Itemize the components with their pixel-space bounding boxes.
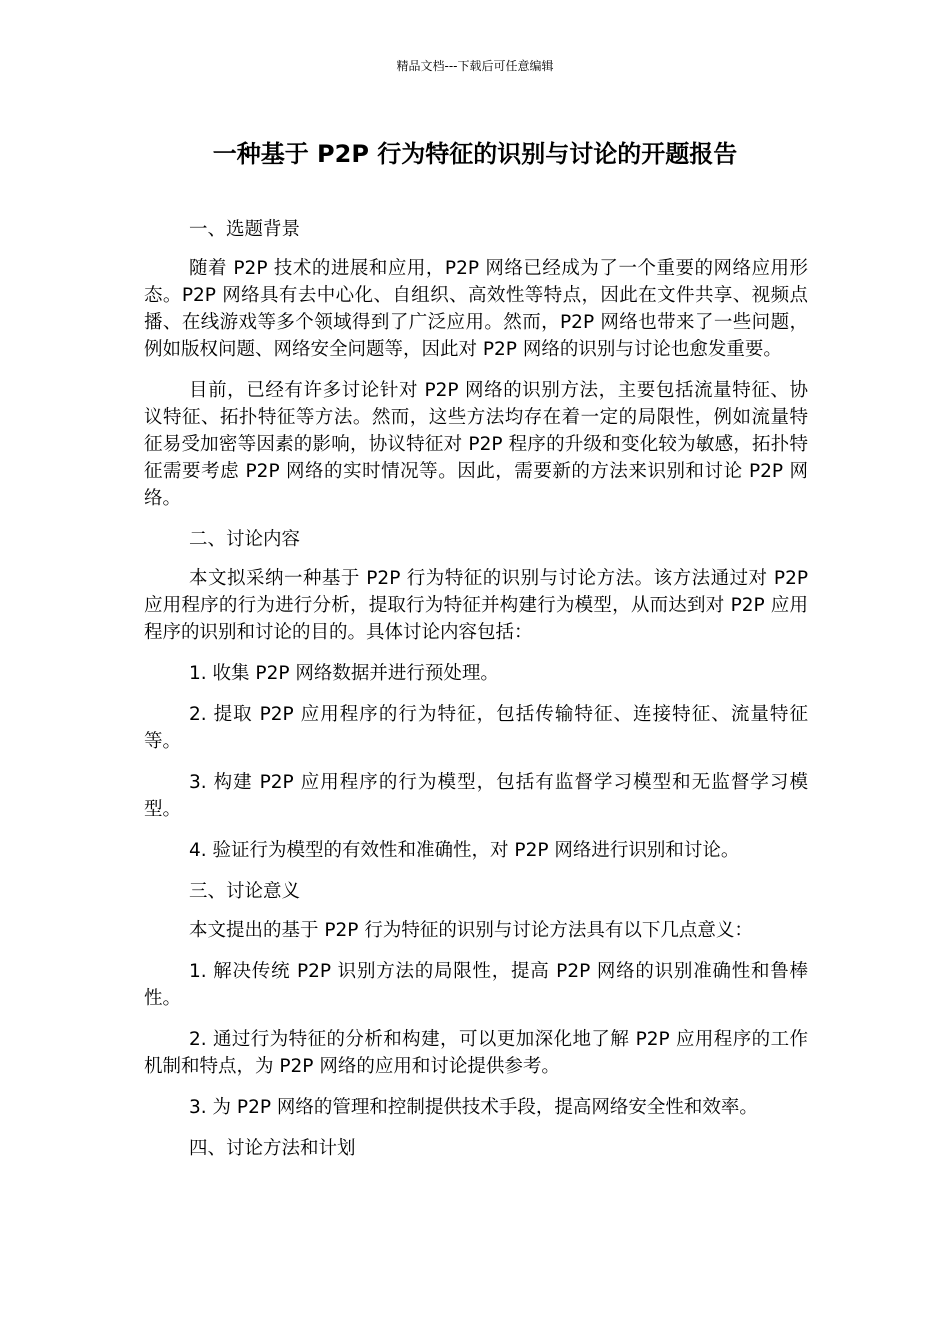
list-item-content-3: 3. 构建 P2P 应用程序的行为模型，包括有监督学习模型和无监督学习模型。 (144, 772, 808, 820)
list-item-significance-2: 2. 通过行为特征的分析和构建，可以更加深化地了解 P2P 应用程序的工作机制和特点，为 P2P 网络的应用和讨论提供参考。 (144, 1029, 808, 1077)
list-item-content-1: 1. 收集 P2P 网络数据并进行预处理。 (189, 663, 499, 684)
paragraph-significance-intro: 本文提出的基于 P2P 行为特征的识别与讨论方法具有以下几点意义： (189, 920, 753, 941)
document-title: 一种基于 P2P 行为特征的识别与讨论的开题报告 (212, 140, 738, 168)
list-item-significance-1: 1. 解决传统 P2P 识别方法的局限性，提高 P2P 网络的识别准确性和鲁棒性。 (144, 961, 808, 1009)
section-heading-methods: 四、讨论方法和计划 (189, 1138, 356, 1159)
paragraph-background-2: 目前，已经有许多讨论针对 P2P 网络的识别方法，主要包括流量特征、协议特征、拓扑特征等方法。然而，这些方法均存在着一定的局限性，例如流量特征易受加密等因素的影响，协议特征对 P2P 程序的升级和变化较为敏感，拓扑特征需要考虑 P2P 网络的实时情况等。因此，需要新的方法来识别和讨论 P2P 网络。 (144, 380, 808, 509)
page-header: 精品文档---下载后可任意编辑 (396, 59, 554, 73)
section-heading-background: 一、选题背景 (189, 219, 301, 240)
document-body (144, 216, 808, 1174)
paragraph-content-intro: 本文拟采纳一种基于 P2P 行为特征的识别与讨论方法。该方法通过对 P2P 应用程序的行为进行分析，提取行为特征并构建行为模型，从而达到对 P2P 应用程序的识别和讨论的目的。具体讨论内容包括： (144, 568, 808, 643)
paragraph-background-1: 随着 P2P 技术的进展和应用，P2P 网络已经成为了一个重要的网络应用形态。P2P 网络具有去中心化、自组织、高效性等特点，因此在文件共享、视频点播、在线游戏等多个领域得到了广泛应用。然而，P2P 网络也带来了一些问题，例如版权问题、网络安全问题等，因此对 P2P 网络的识别与讨论也愈发重要。 (144, 258, 808, 360)
section-heading-content: 二、讨论内容 (189, 529, 301, 550)
list-item-content-2: 2. 提取 P2P 应用程序的行为特征，包括传输特征、连接特征、流量特征等。 (144, 704, 808, 752)
list-item-significance-3: 3. 为 P2P 网络的管理和控制提供技术手段，提高网络安全性和效率。 (189, 1097, 758, 1118)
list-item-content-4: 4. 验证行为模型的有效性和准确性，对 P2P 网络进行识别和讨论。 (189, 840, 740, 861)
section-heading-significance: 三、讨论意义 (189, 881, 301, 902)
